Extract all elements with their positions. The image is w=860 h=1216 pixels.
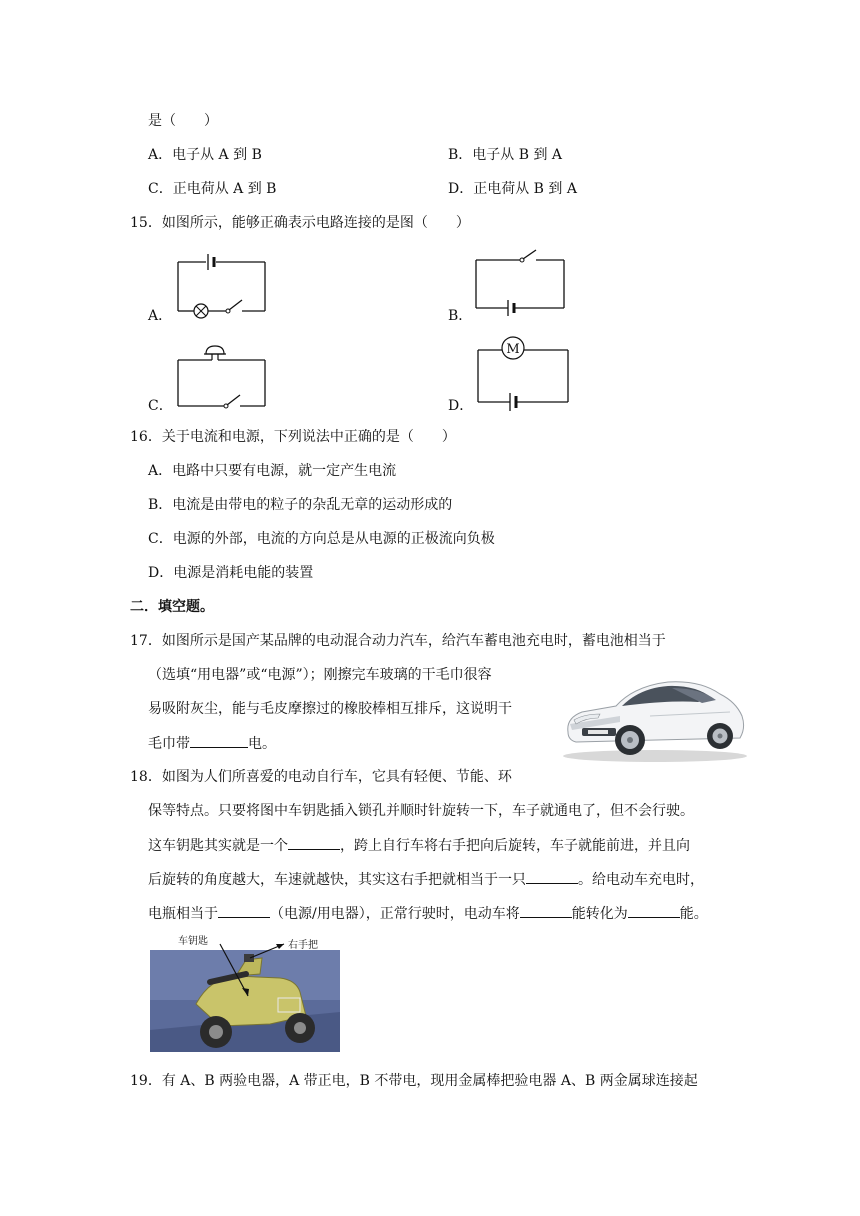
q16-option-c: C．电源的外部，电流的方向总是从电源的正极流向负极 (148, 531, 495, 547)
q15-label-d: D． (448, 398, 474, 414)
q16-option-a: A．电路中只要有电源，就一定产生电流 (148, 463, 397, 479)
key-label: 车钥匙 (178, 936, 208, 947)
bell-icon (204, 346, 226, 360)
motor-icon (502, 337, 524, 359)
q18-line-5 (148, 903, 708, 924)
q16-stem: 16．关于电流和电源，下列说法中正确的是（ ） (130, 429, 456, 445)
car-image (560, 672, 750, 764)
answer-blank (520, 903, 572, 918)
answer-blank (288, 835, 340, 850)
handle-label: 右手把 (288, 940, 318, 951)
q17-text: 毛巾带 (148, 736, 190, 752)
q18-text: 。给电动车充电时， (578, 872, 704, 888)
q16-option-b: B．电流是由带电的粒子的杂乱无章的运动形成的 (148, 497, 453, 513)
answer-blank (526, 869, 578, 884)
q17-line-4 (148, 733, 276, 754)
q17-line-2: （选填“用电器”或“电源”）；刚擦完车玻璃的干毛巾很容 (148, 667, 492, 683)
q15-stem: 15．如图所示，能够正确表示电路连接的是图（ ） (130, 215, 470, 231)
q14-option-a: A．电子从 A 到 B (148, 147, 262, 163)
q18-line-1: 18．如图为人们所喜爱的电动自行车，它具有轻便、节能、环 (130, 769, 512, 785)
answer-blank (218, 903, 270, 918)
q16-option-d: D．电源是消耗电能的装置 (148, 565, 314, 581)
motor-letter: M (506, 342, 520, 357)
q15-label-b: B． (448, 308, 473, 324)
q19-line-1: 19．有 A、B 两验电器，A 带正电，B 不带电，现用金属棒把验电器 A、B 两金属球连接起 (130, 1073, 698, 1089)
answer-blank (628, 903, 680, 918)
q17-line-3: 易吸附灰尘，能与毛皮摩擦过的橡胶棒相互排斥，这说明干 (148, 701, 512, 717)
q14-option-c: C．正电荷从 A 到 B (148, 181, 277, 197)
q14-stem-tail: 是（ ） (148, 113, 218, 129)
q14-option-d: D．正电荷从 B 到 A (448, 181, 577, 197)
lamp-icon (194, 304, 208, 318)
q15-label-a: A． (148, 308, 173, 324)
circuit-d-diagram (470, 334, 574, 414)
circuit-b-diagram (470, 248, 570, 318)
q18-text: 能。 (679, 906, 708, 922)
q17-text: 电。 (248, 736, 276, 752)
q18-text: 电瓶相当于 (148, 906, 218, 922)
q18-text: 能转化为 (571, 906, 628, 922)
q17-line-1: 17．如图所示是国产某品牌的电动混合动力汽车，给汽车蓄电池充电时，蓄电池相当于 (130, 633, 666, 649)
q18-line-2: 保等特点。只要将图中车钥匙插入锁孔并顺时针旋转一下，车子就通电了，但不会行驶。 (148, 803, 694, 819)
q18-text: ，跨上自行车将右手把向后旋转，车子就能前进，并且向 (340, 838, 690, 854)
q14-option-b: B．电子从 B 到 A (448, 147, 563, 163)
q18-line-3 (148, 835, 690, 856)
q15-label-c: C． (148, 398, 173, 414)
q18-text: 这车钥匙其实就是一个 (148, 838, 288, 854)
section-title: 二．填空题。 (130, 599, 214, 615)
q18-line-4 (148, 869, 704, 890)
circuit-c-diagram (170, 342, 270, 412)
answer-blank (190, 733, 248, 748)
q18-text: （电源/用电器），正常行驶时，电动车将 (270, 906, 520, 922)
q18-text: 后旋转的角度越大，车速就越快，其实这右手把就相当于一只 (148, 872, 526, 888)
circuit-a-diagram (170, 248, 270, 318)
ebike-image (150, 934, 350, 1054)
